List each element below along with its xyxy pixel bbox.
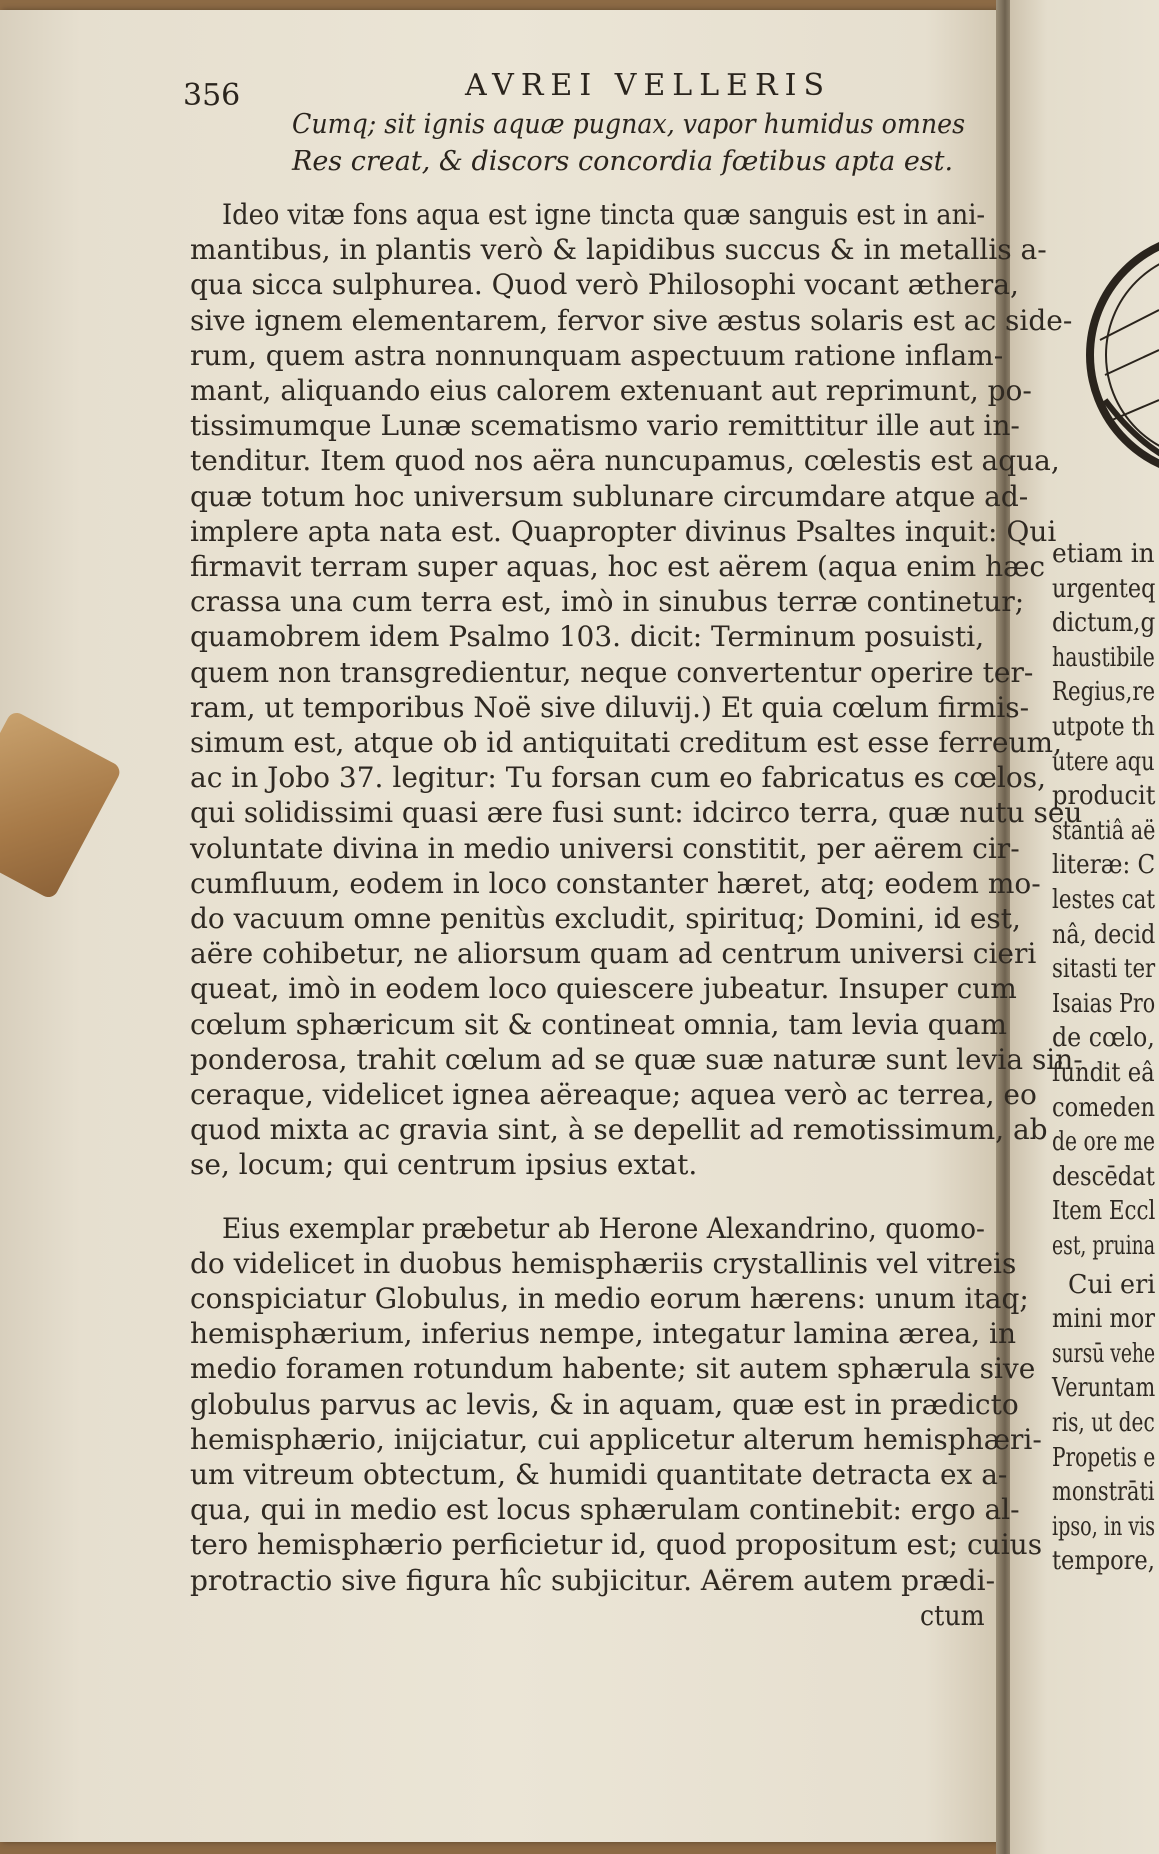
text-line: quod mixta ac gravia sint, à se depellit ad remotissimum, ab [190, 1113, 1048, 1147]
text-line: implere apta nata est. Quapropter divinus Psaltes inquit: Qui [190, 514, 1057, 548]
text-line: cumfluum, eodem in loco constanter hæret, atq; eodem mo- [190, 866, 1041, 900]
text-line: sive ignem elementarem, fervor sive æstus solaris est ac side- [190, 303, 1073, 337]
side-text-line: ris, ut dec [1052, 1408, 1155, 1438]
text-line: firmavit terram super aquas, hoc est aërem (aqua enim hæc [190, 550, 1046, 583]
side-text-line: urgenteq [1052, 573, 1156, 604]
side-text-line: Regius,re [1052, 677, 1156, 708]
text-line: cœlum sphæricum sit & contineat omnia, tam levia quam [190, 1007, 1007, 1041]
side-text-line: Propetis e [1052, 1442, 1156, 1473]
verse-line: Res creat, & discors concordia fœtibus apta est. [292, 146, 954, 177]
verse-line: Cumq; sit ignis aquæ pugnax, vapor humidus omnes [292, 109, 966, 140]
text-line: medio foramen rotundum habente; sit autem sphærula sive [190, 1352, 1036, 1386]
side-text-line: dictum,g [1052, 608, 1156, 639]
side-text-line: nâ, decid [1052, 919, 1156, 950]
text-line: simum est, atque ob id antiquitati creditum est esse ferreum, [190, 726, 1062, 759]
side-text-line: utere aqu [1052, 746, 1155, 777]
side-text-line: Item Eccl [1052, 1196, 1156, 1227]
side-text-line: Cui eri [1068, 1269, 1156, 1300]
text-line: quamobrem idem Psalmo 103. dicit: Terminum posuisti, [190, 620, 985, 654]
side-text-line: monstrāti [1052, 1477, 1155, 1508]
side-text-line: sitasti ter [1052, 954, 1156, 985]
circular-engraving-fragment [1050, 100, 1159, 490]
side-text-line: sursū vehe [1052, 1338, 1156, 1369]
running-head: AVREI VELLERIS [465, 68, 832, 103]
text-line: se, locum; qui centrum ipsius extat. [190, 1148, 698, 1182]
side-text-line: est, pruina [1052, 1231, 1156, 1261]
side-text-line: ipso, in vis [1052, 1511, 1156, 1542]
text-line: ponderosa, trahit cœlum ad se quæ suæ naturæ sunt levia sin- [190, 1042, 1083, 1076]
text-line: Eius exemplar præbetur ab Herone Alexandrino, quomo- [222, 1211, 985, 1245]
side-text-line: descēdat [1052, 1161, 1155, 1192]
text-line: voluntate divina in medio universi constitit, per aërem cir- [190, 831, 1020, 865]
side-text-line: haustibile [1052, 642, 1155, 673]
text-line: Ideo vitæ fons aqua est igne tincta quæ sanguis est in ani- [222, 198, 986, 231]
text-line: globulus parvus ac levis, & in aquam, quæ est in prædicto [190, 1387, 1019, 1421]
side-text-line: Veruntam [1052, 1373, 1156, 1404]
text-line: quæ totum hoc universum sublunare circumdare atque ad- [190, 479, 1029, 513]
side-text-line: stantiâ aë [1052, 815, 1156, 846]
side-text-line: lestes cat [1052, 885, 1155, 915]
text-line: tero hemisphærio perficietur id, quod propositum est; cuius [190, 1528, 1043, 1562]
side-text-line: utpote th [1052, 712, 1155, 742]
side-text-line: tempore, [1052, 1546, 1155, 1577]
text-line: do vacuum omne penitùs excludit, spirituq; Domini, id est, [190, 902, 1021, 935]
text-line: um vitreum obtectum, & humidi quantitate detracta ex a- [190, 1458, 1008, 1491]
side-text-line: comeden [1052, 1092, 1156, 1123]
side-text-line: de ore me [1052, 1127, 1156, 1158]
side-text-line: de cœlo, [1052, 1023, 1155, 1054]
text-line: hemisphærium, inferius nempe, integatur lamina ærea, in [190, 1317, 1017, 1351]
text-line: rum, quem astra nonnunquam aspectuum ratione inflam- [190, 338, 1004, 372]
text-line: ram, ut temporibus Noë sive diluvij.) Et quia cœlum firmis- [190, 690, 1030, 724]
text-line: protractio sive figura hîc subjicitur. Aërem autem prædi- [190, 1563, 996, 1597]
page-number: 356 [183, 78, 241, 113]
side-text-line: fundit eâ [1052, 1058, 1155, 1088]
side-text-line: literæ: C [1052, 850, 1156, 881]
text-line: crassa una cum terra est, imò in sinubus terræ continetur; [190, 585, 1025, 619]
text-line: mant, aliquando eius calorem extenuant aut reprimunt, po- [190, 374, 1032, 407]
side-text-line: mini mor [1052, 1304, 1156, 1335]
text-line: tissimumque Lunæ scematismo vario remittitur ille aut in- [190, 409, 1020, 443]
text-line: queat, imò in eodem loco quiescere jubeatur. Insuper cum [190, 972, 1017, 1006]
text-line: aëre cohibetur, ne aliorsum quam ad centrum universi cieri [190, 937, 1037, 971]
side-text-line: etiam in [1052, 539, 1155, 569]
text-line: mantibus, in plantis verò & lapidibus succus & in metallis a- [190, 233, 1047, 267]
text-line: ac in Jobo 37. legitur: Tu forsan cum eo fabricatus es cœlos, [190, 761, 1047, 795]
text-line: tenditur. Item quod nos aëra nuncupamus, cœlestis est aqua, [190, 444, 1060, 478]
text-line: ctum [920, 1598, 985, 1632]
text-line: do videlicet in duobus hemisphæriis crystallinis vel vitreis [190, 1246, 1017, 1280]
text-line: quem non transgredientur, neque convertentur operire ter- [190, 655, 1034, 689]
text-line: qui solidissimi quasi ære fusi sunt: idcirco terra, quæ nutu seu [190, 796, 1083, 830]
text-line: qua, qui in medio est locus sphærulam continebit: ergo al- [190, 1493, 1020, 1527]
side-text-line: producit [1052, 781, 1156, 812]
text-line: hemisphærio, inijciatur, cui applicetur alterum hemisphæri- [190, 1422, 1042, 1456]
side-text-line: Isaias Pro [1052, 988, 1156, 1019]
text-line: ceraque, videlicet ignea aëreaque; aquea verò ac terrea, eo [190, 1078, 1037, 1111]
text-line: conspiciatur Globulus, in medio eorum hærens: unum itaq; [190, 1282, 1029, 1315]
text-line: qua sicca sulphurea. Quod verò Philosophi vocant æthera, [190, 268, 1019, 302]
